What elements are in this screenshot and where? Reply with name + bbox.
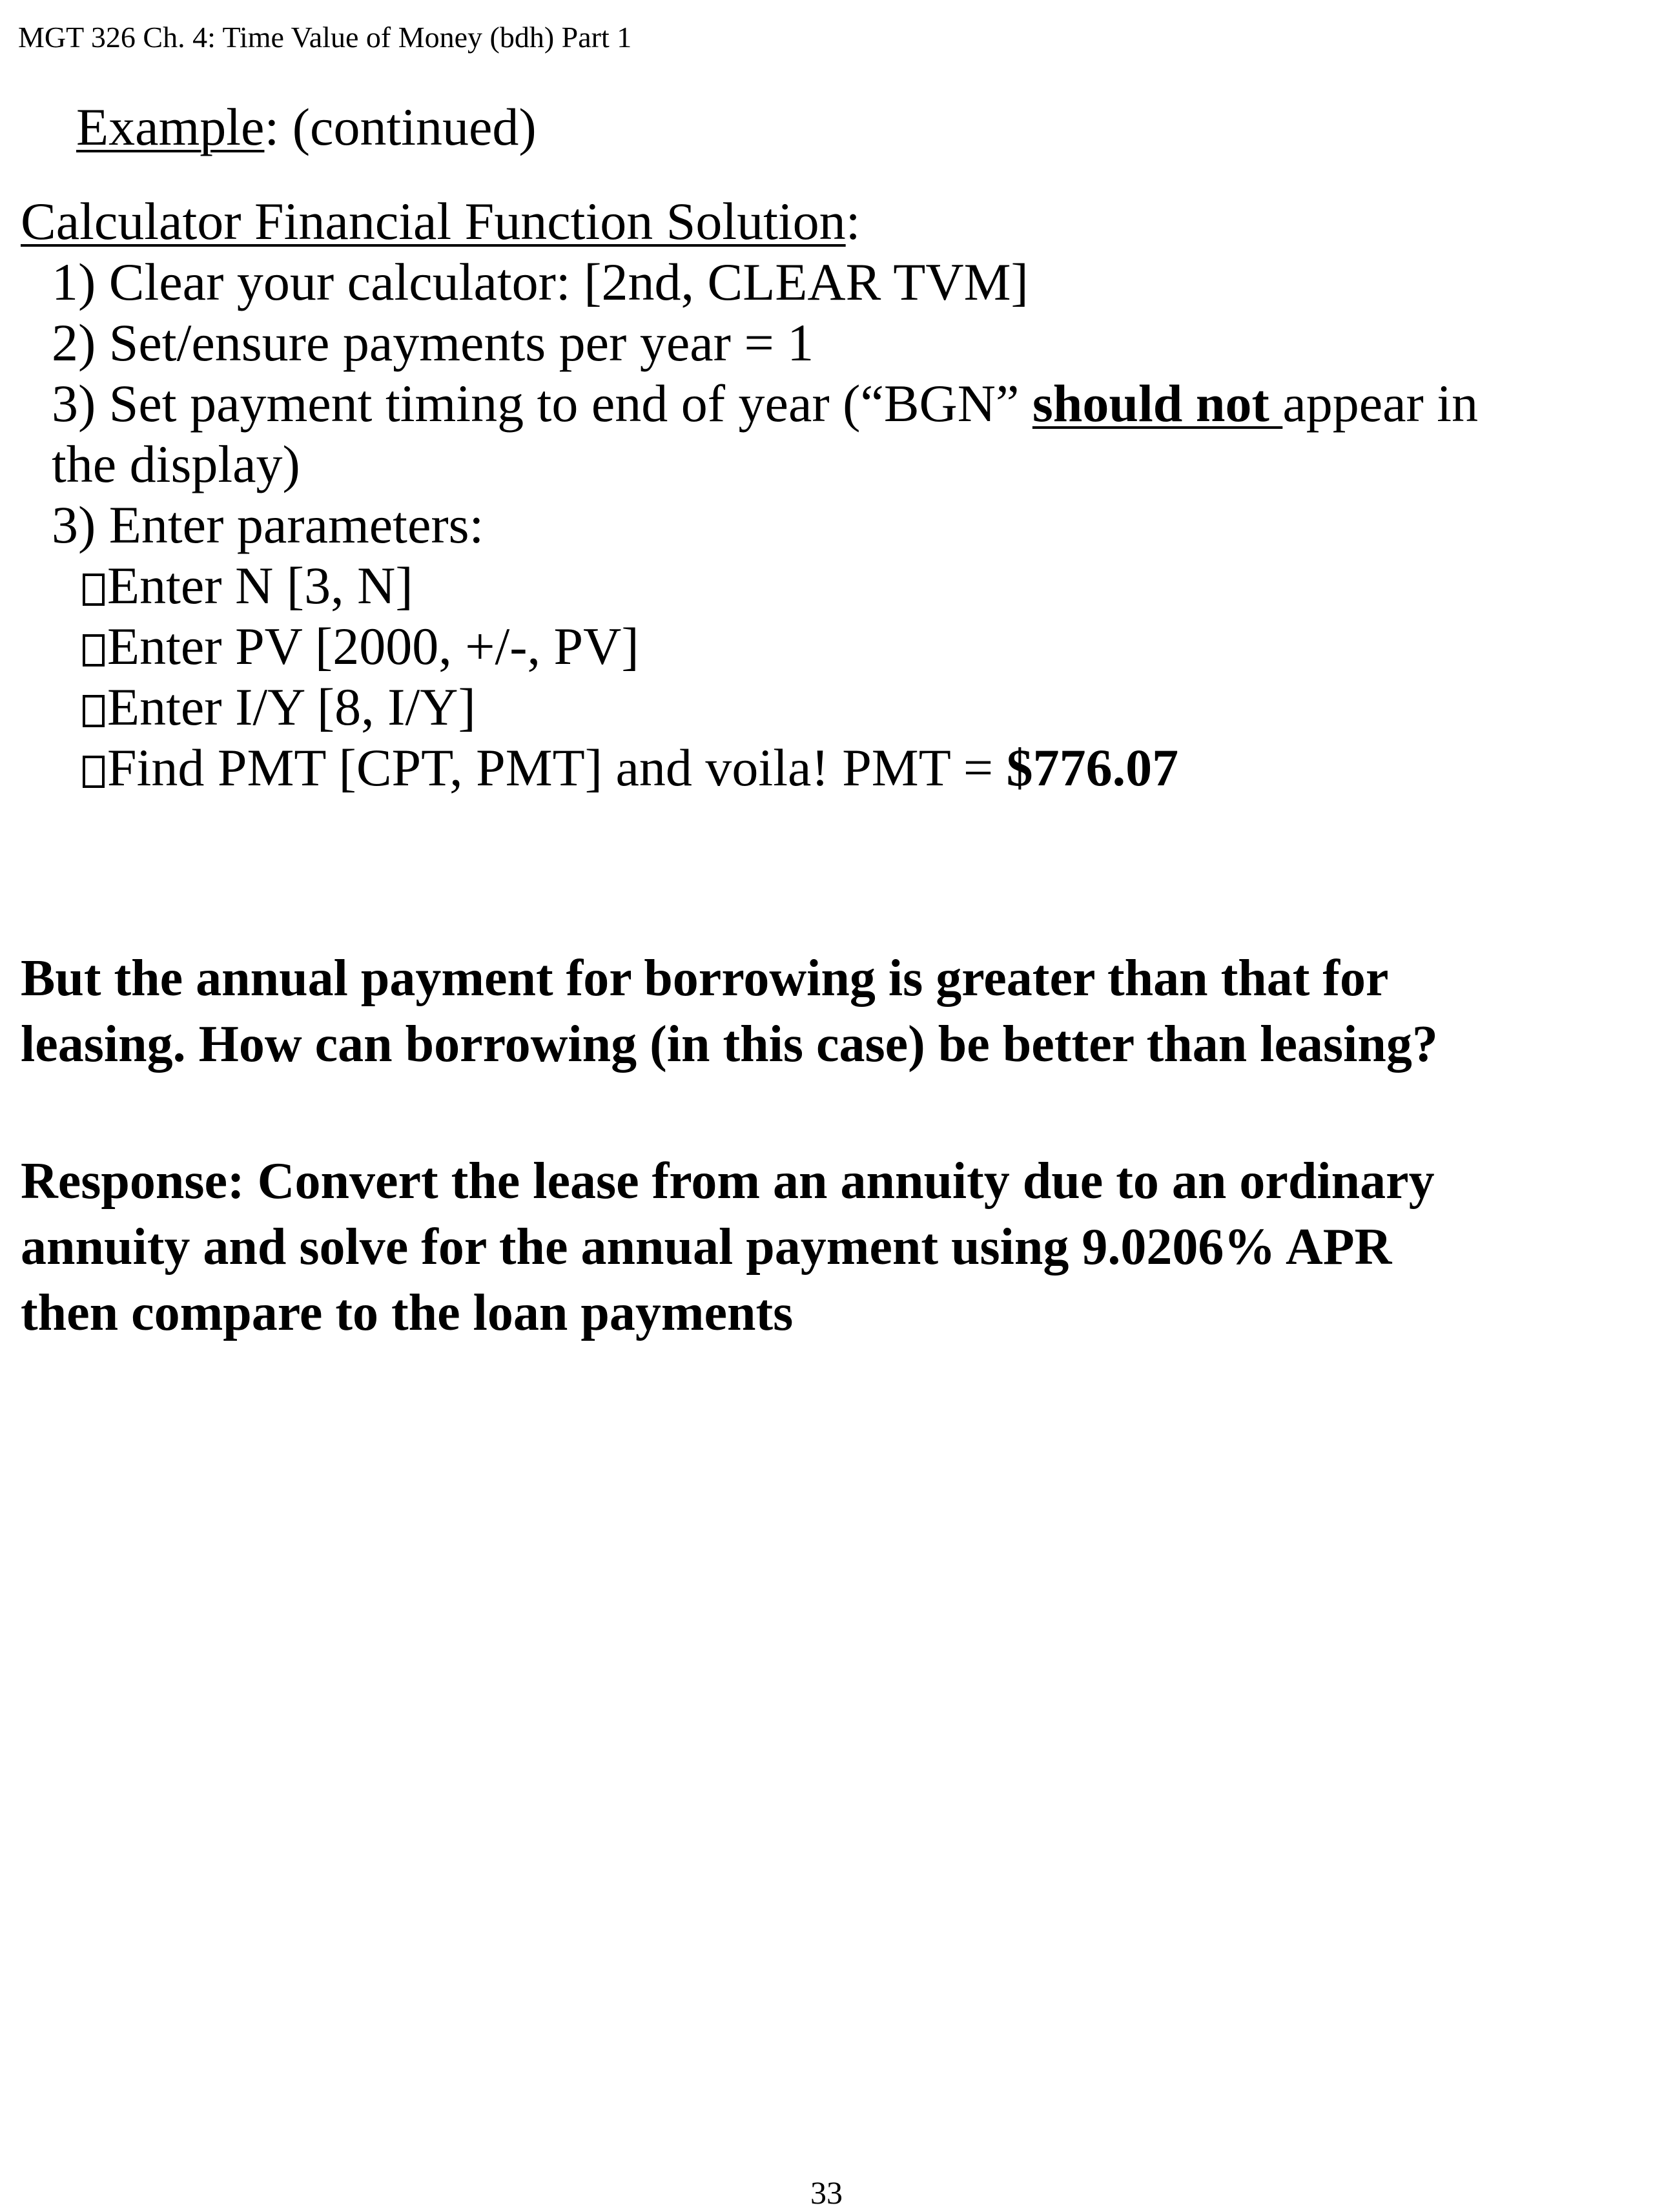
step-3-pre: 3) Set payment timing to end of year (“BGN” — [52, 374, 1032, 433]
step-3 — [52, 373, 1478, 434]
response-line-3: then compare to the loan payments — [21, 1285, 794, 1341]
step-enter-parameters: 3) Enter parameters: — [52, 495, 484, 554]
bullet-box-icon — [83, 695, 105, 727]
response-line-1: Response: Convert the lease from an annuity due to an ordinary — [21, 1153, 1435, 1210]
page-number: 33 — [810, 2175, 843, 2211]
step-1: 1) Clear your calculator: [2nd, CLEAR TVM] — [52, 253, 1029, 311]
question-line-1: But the annual payment for borrowing is greater than that for — [21, 950, 1389, 1007]
bullet-enter-n — [83, 555, 413, 616]
bullet-box-icon — [83, 574, 105, 606]
step-2: 2) Set/ensure payments per year = 1 — [52, 313, 814, 372]
step-3-continued: the display) — [52, 435, 300, 493]
page-header: MGT 326 Ch. 4: Time Value of Money (bdh) Part 1 — [18, 21, 632, 54]
bullet-enter-pv — [83, 616, 639, 677]
bullet-enter-iy — [83, 677, 476, 738]
bullet-find-pmt — [83, 738, 1178, 798]
pmt-value: $776.07 — [1006, 738, 1179, 797]
bullet-box-icon — [83, 634, 105, 667]
example-rest: : (continued) — [264, 98, 537, 156]
solution-heading — [21, 191, 860, 252]
example-label: Example — [76, 98, 265, 156]
solution-heading-text: Calculator Financial Function Solution — [21, 192, 846, 251]
step-3-post: appear in — [1282, 374, 1479, 433]
question-line-2: leasing. How can borrowing (in this case) be better than leasing? — [21, 1016, 1438, 1073]
bullet-text: Enter I/Y [8, I/Y] — [107, 677, 476, 736]
step-3-emphasis: should not — [1032, 374, 1283, 433]
solution-heading-colon: : — [845, 192, 861, 251]
find-pmt-text: Find PMT [CPT, PMT] and voila! PMT = — [107, 738, 1007, 797]
bullet-text: Enter PV [2000, +/-, PV] — [107, 617, 639, 676]
example-heading — [76, 97, 537, 158]
response-line-2: annuity and solve for the annual payment using 9.0206% APR — [21, 1219, 1392, 1276]
bullet-box-icon — [83, 756, 105, 788]
bullet-text: Enter N [3, N] — [107, 556, 413, 615]
